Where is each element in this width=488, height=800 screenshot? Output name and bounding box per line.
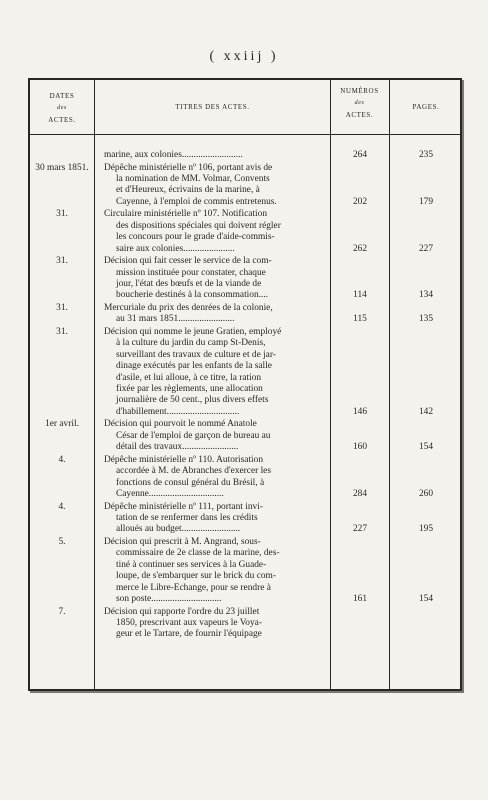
entry-title-line: loupe, de s'embarquer sur le brick du com- (116, 571, 276, 582)
entry-title-line: des dispositions spéciales qui doivent régler (116, 220, 281, 231)
entry-title-line: surveillant des travaux de culture et de jar- (116, 349, 276, 360)
entry-title-line: et d'Heureux, écrivains de la marine, à (116, 185, 260, 196)
entry-title-line: Cayenne................................ (116, 489, 224, 500)
entry-title-line: Décision qui fait cesser le service de la com- (104, 256, 272, 267)
entry-date: 31. (56, 209, 68, 220)
entry-title (104, 502, 328, 536)
header-numbers-sub: ACTES. (345, 111, 374, 119)
entry-title (104, 419, 328, 453)
entry-title-line: Dépêche ministérielle nº 111, portant invi- (104, 501, 263, 512)
header-dates-mid: des (57, 105, 67, 111)
entry-title-line: boucherie destinés à la consommation.... (116, 290, 269, 301)
entry-page: 154 (418, 594, 434, 604)
entry-title-line: accordée à M. de Abranches d'exercer les (116, 466, 271, 477)
entry-title (104, 150, 328, 161)
header-numbers (330, 85, 389, 121)
entry-title-line: Circulaire ministérielle nº 107. Notification (104, 209, 268, 220)
entry-title-line: les concours pour le grade d'aide-commis- (116, 232, 275, 243)
entry-title-line: jour, l'état des bœufs et de la viande de (116, 279, 262, 289)
entry-page: 179 (418, 196, 434, 207)
entry-title-line: journalière de 50 cent., plus divers effets (116, 395, 269, 406)
entry-title-line: 1850, prescrivant aux vapeurs le Voya- (116, 618, 262, 628)
entry-title (104, 209, 328, 255)
header-dates-sub: ACTES. (48, 116, 76, 124)
entry-title-line: fixée par les règlements, une allocation (116, 384, 263, 395)
header-dates (30, 90, 94, 126)
entry-number: 115 (353, 314, 367, 325)
entry-title-line: merce le Libre-Échange, pour se rendre à (116, 582, 271, 593)
entry-page: 142 (418, 406, 434, 417)
index-table (28, 78, 462, 691)
entry-date: 30 mars 1851. (35, 162, 89, 173)
entry-date: 1er avril. (45, 419, 79, 430)
entry-title (104, 455, 328, 501)
entry-page: 135 (418, 314, 434, 325)
entry-title-line: Mercuriale du prix des denrées de la colonie, (104, 303, 273, 313)
entry-title-line: geur et le Tartare, de fournir l'équipage (116, 629, 262, 640)
entry-number: 264 (352, 150, 368, 160)
entry-title (104, 163, 328, 209)
entry-date: 4. (58, 501, 66, 512)
entry-title-line: commissaire de 2e classe de la marine, des- (116, 548, 280, 559)
entry-title (104, 607, 328, 641)
entry-title-line: dinage exécutés par les enfants de la salle (116, 361, 272, 372)
entry-date: 4. (58, 454, 66, 465)
entry-date: 31. (56, 256, 68, 267)
entry-title-line: Décision qui rapporte l'ordre du 23 juillet (104, 606, 260, 617)
entry-title-line: marine, aux colonies.......................... (104, 150, 243, 160)
header-titles (95, 101, 330, 113)
header-numbers-mid: des (354, 100, 365, 106)
entry-title (104, 303, 328, 326)
entry-page: 134 (418, 290, 434, 301)
entry-title-line: la nomination de MM. Volmar, Convents (116, 174, 270, 184)
entry-date: 5. (58, 537, 66, 547)
header-rule (30, 134, 460, 135)
entry-date: 31. (56, 327, 68, 337)
entry-title-line: à la culture du jardin du camp St-Denis, (116, 338, 266, 349)
entry-page: 227 (418, 243, 434, 254)
entry-title-line: son poste.............................. (116, 594, 222, 605)
header-pages-label: PAGES. (412, 103, 440, 111)
entry-title (104, 537, 328, 605)
entry-title-line: Décision qui nomme le jeune Gratien, employé (104, 327, 282, 337)
entry-title-line: d'asile, et lui alloue, à ce titre, la ration (116, 372, 262, 383)
column-rule (94, 80, 95, 689)
entry-date: 31. (56, 303, 68, 313)
page-number: ( xxiij ) (209, 49, 279, 64)
entry-number: 146 (352, 406, 368, 417)
entry-title-line: César de l'emploi de garçon de bureau au (116, 430, 271, 441)
entry-title-line: Décision qui prescrit à M. Angrand, sous- (104, 537, 261, 547)
entry-title (104, 327, 328, 418)
entry-page: 260 (418, 488, 434, 499)
entry-title-line: Dépêche ministérielle nº 110. Autorisation (104, 454, 264, 465)
entry-page: 235 (418, 150, 434, 160)
entry-title-line: Décision qui pourvoit le nommé Anatole (104, 419, 257, 430)
entry-title-line: Cayenne, à l'emploi de commis entretenus. (116, 196, 277, 207)
entry-title-line: Dépêche ministérielle nº 106, portant avis de (104, 162, 273, 173)
entry-number: 262 (352, 243, 368, 254)
entry-number: 284 (352, 488, 368, 499)
entry-number: 227 (352, 524, 368, 535)
entry-title-line: détail des travaux........................ (116, 442, 239, 453)
entry-date: 7. (58, 606, 66, 617)
header-pages (390, 101, 462, 113)
entry-number: 114 (353, 290, 367, 301)
entry-title-line: alloués au budget......................... (116, 524, 241, 535)
entry-page: 154 (418, 442, 434, 453)
entry-title (104, 256, 328, 302)
entry-title-line: saire aux colonies...................... (116, 243, 235, 254)
header-dates-main: DATES (49, 92, 75, 100)
entry-title-line: fonctions de consul général du Brésil, à (116, 477, 265, 488)
header-numbers-main: NUMÉROS (340, 87, 379, 95)
entry-number: 160 (352, 442, 368, 453)
entry-title-line: au 31 mars 1851........................ (116, 314, 235, 325)
entry-title-line: d'habillement............................... (116, 406, 240, 417)
entry-number: 202 (352, 196, 368, 207)
entry-title-line: mission instituée pour constater, chaque (116, 267, 266, 278)
header-titles-label: TITRES DES ACTES. (175, 103, 250, 111)
entry-number: 161 (352, 594, 368, 604)
entry-page: 195 (418, 524, 434, 535)
entry-title-line: tiné à continuer ses services à la Guade- (116, 559, 267, 570)
entry-title-line: tation de se renfermer dans les crédits (116, 513, 258, 523)
